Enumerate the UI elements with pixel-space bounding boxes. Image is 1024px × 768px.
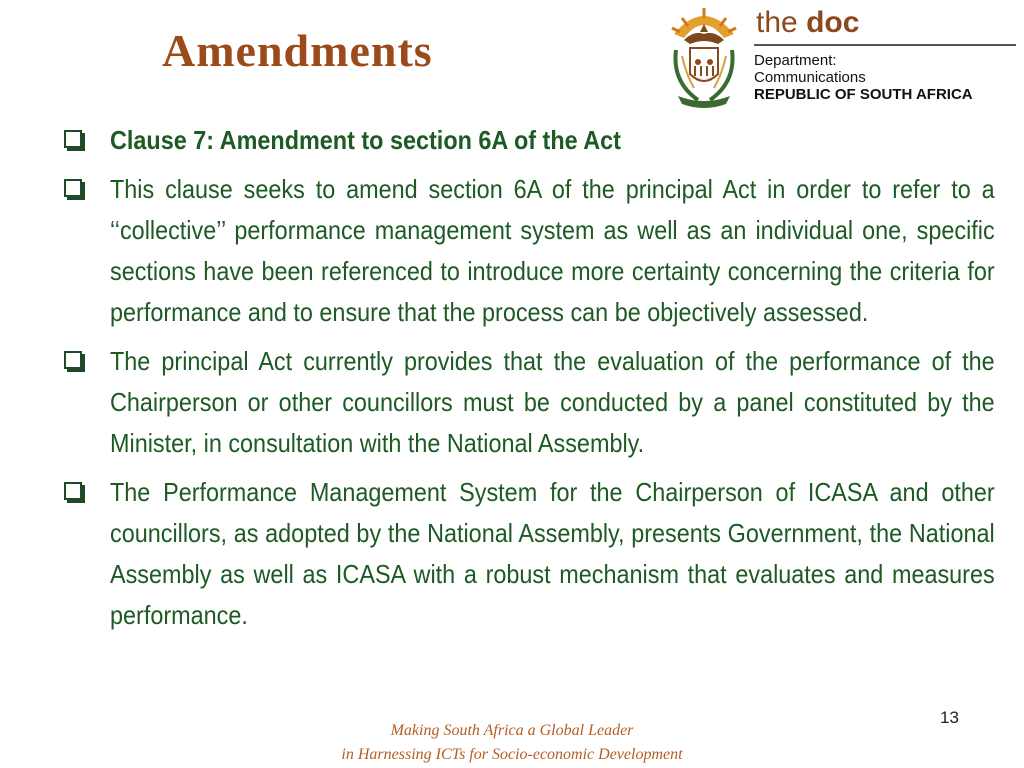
- department-line-2: Communications: [754, 69, 866, 86]
- checkbox-bullet-icon: [64, 351, 82, 369]
- brand-the: the: [756, 6, 798, 39]
- department-line-1: Department:: [754, 52, 837, 69]
- bullet-text: This clause seeks to amend section 6A of the principal Act in order to refer to a ‘‘collective’’ performance management system as well as an individual one, specific sections have been referenced to introduce more certainty concerning the criteria for performance and to ensure that the process can be objectively assessed.: [110, 174, 995, 327]
- bullet-text: The Performance Management System for the Chairperson of ICASA and other councillors, as adopted by the National Assembly, presents Government, the National Assembly as well as ICASA with a robust mechanism that evaluates and measures performance.: [110, 477, 995, 630]
- slide-title: Amendments: [162, 25, 433, 76]
- page-number: 13: [940, 708, 959, 727]
- bullet-item: [60, 341, 998, 464]
- checkbox-bullet-icon: [64, 179, 82, 197]
- footer-line-2: in Harnessing ICTs for Socio-economic Development: [341, 746, 683, 763]
- department-text: [754, 52, 973, 103]
- bullet-item: [60, 472, 998, 636]
- brand-name: [756, 6, 859, 40]
- bullet-list: [60, 120, 998, 644]
- logo-divider: [754, 44, 1016, 46]
- bullet-item: [60, 120, 998, 161]
- department-logo: [664, 4, 1020, 110]
- coat-of-arms-icon: [664, 4, 744, 110]
- bullet-text: Clause 7: Amendment to section 6A of the Act: [110, 125, 621, 155]
- country-name: REPUBLIC OF SOUTH AFRICA: [754, 86, 973, 103]
- bullet-text: The principal Act currently provides that the evaluation of the performance of the Chairperson or other councillors must be conducted by a panel constituted by the Minister, in consultation with the National Assembly.: [110, 346, 995, 458]
- brand-doc: doc: [806, 6, 860, 39]
- checkbox-bullet-icon: [64, 130, 82, 148]
- footer-line-1: Making South Africa a Global Leader: [390, 722, 634, 739]
- bullet-item: [60, 169, 998, 333]
- checkbox-bullet-icon: [64, 482, 82, 500]
